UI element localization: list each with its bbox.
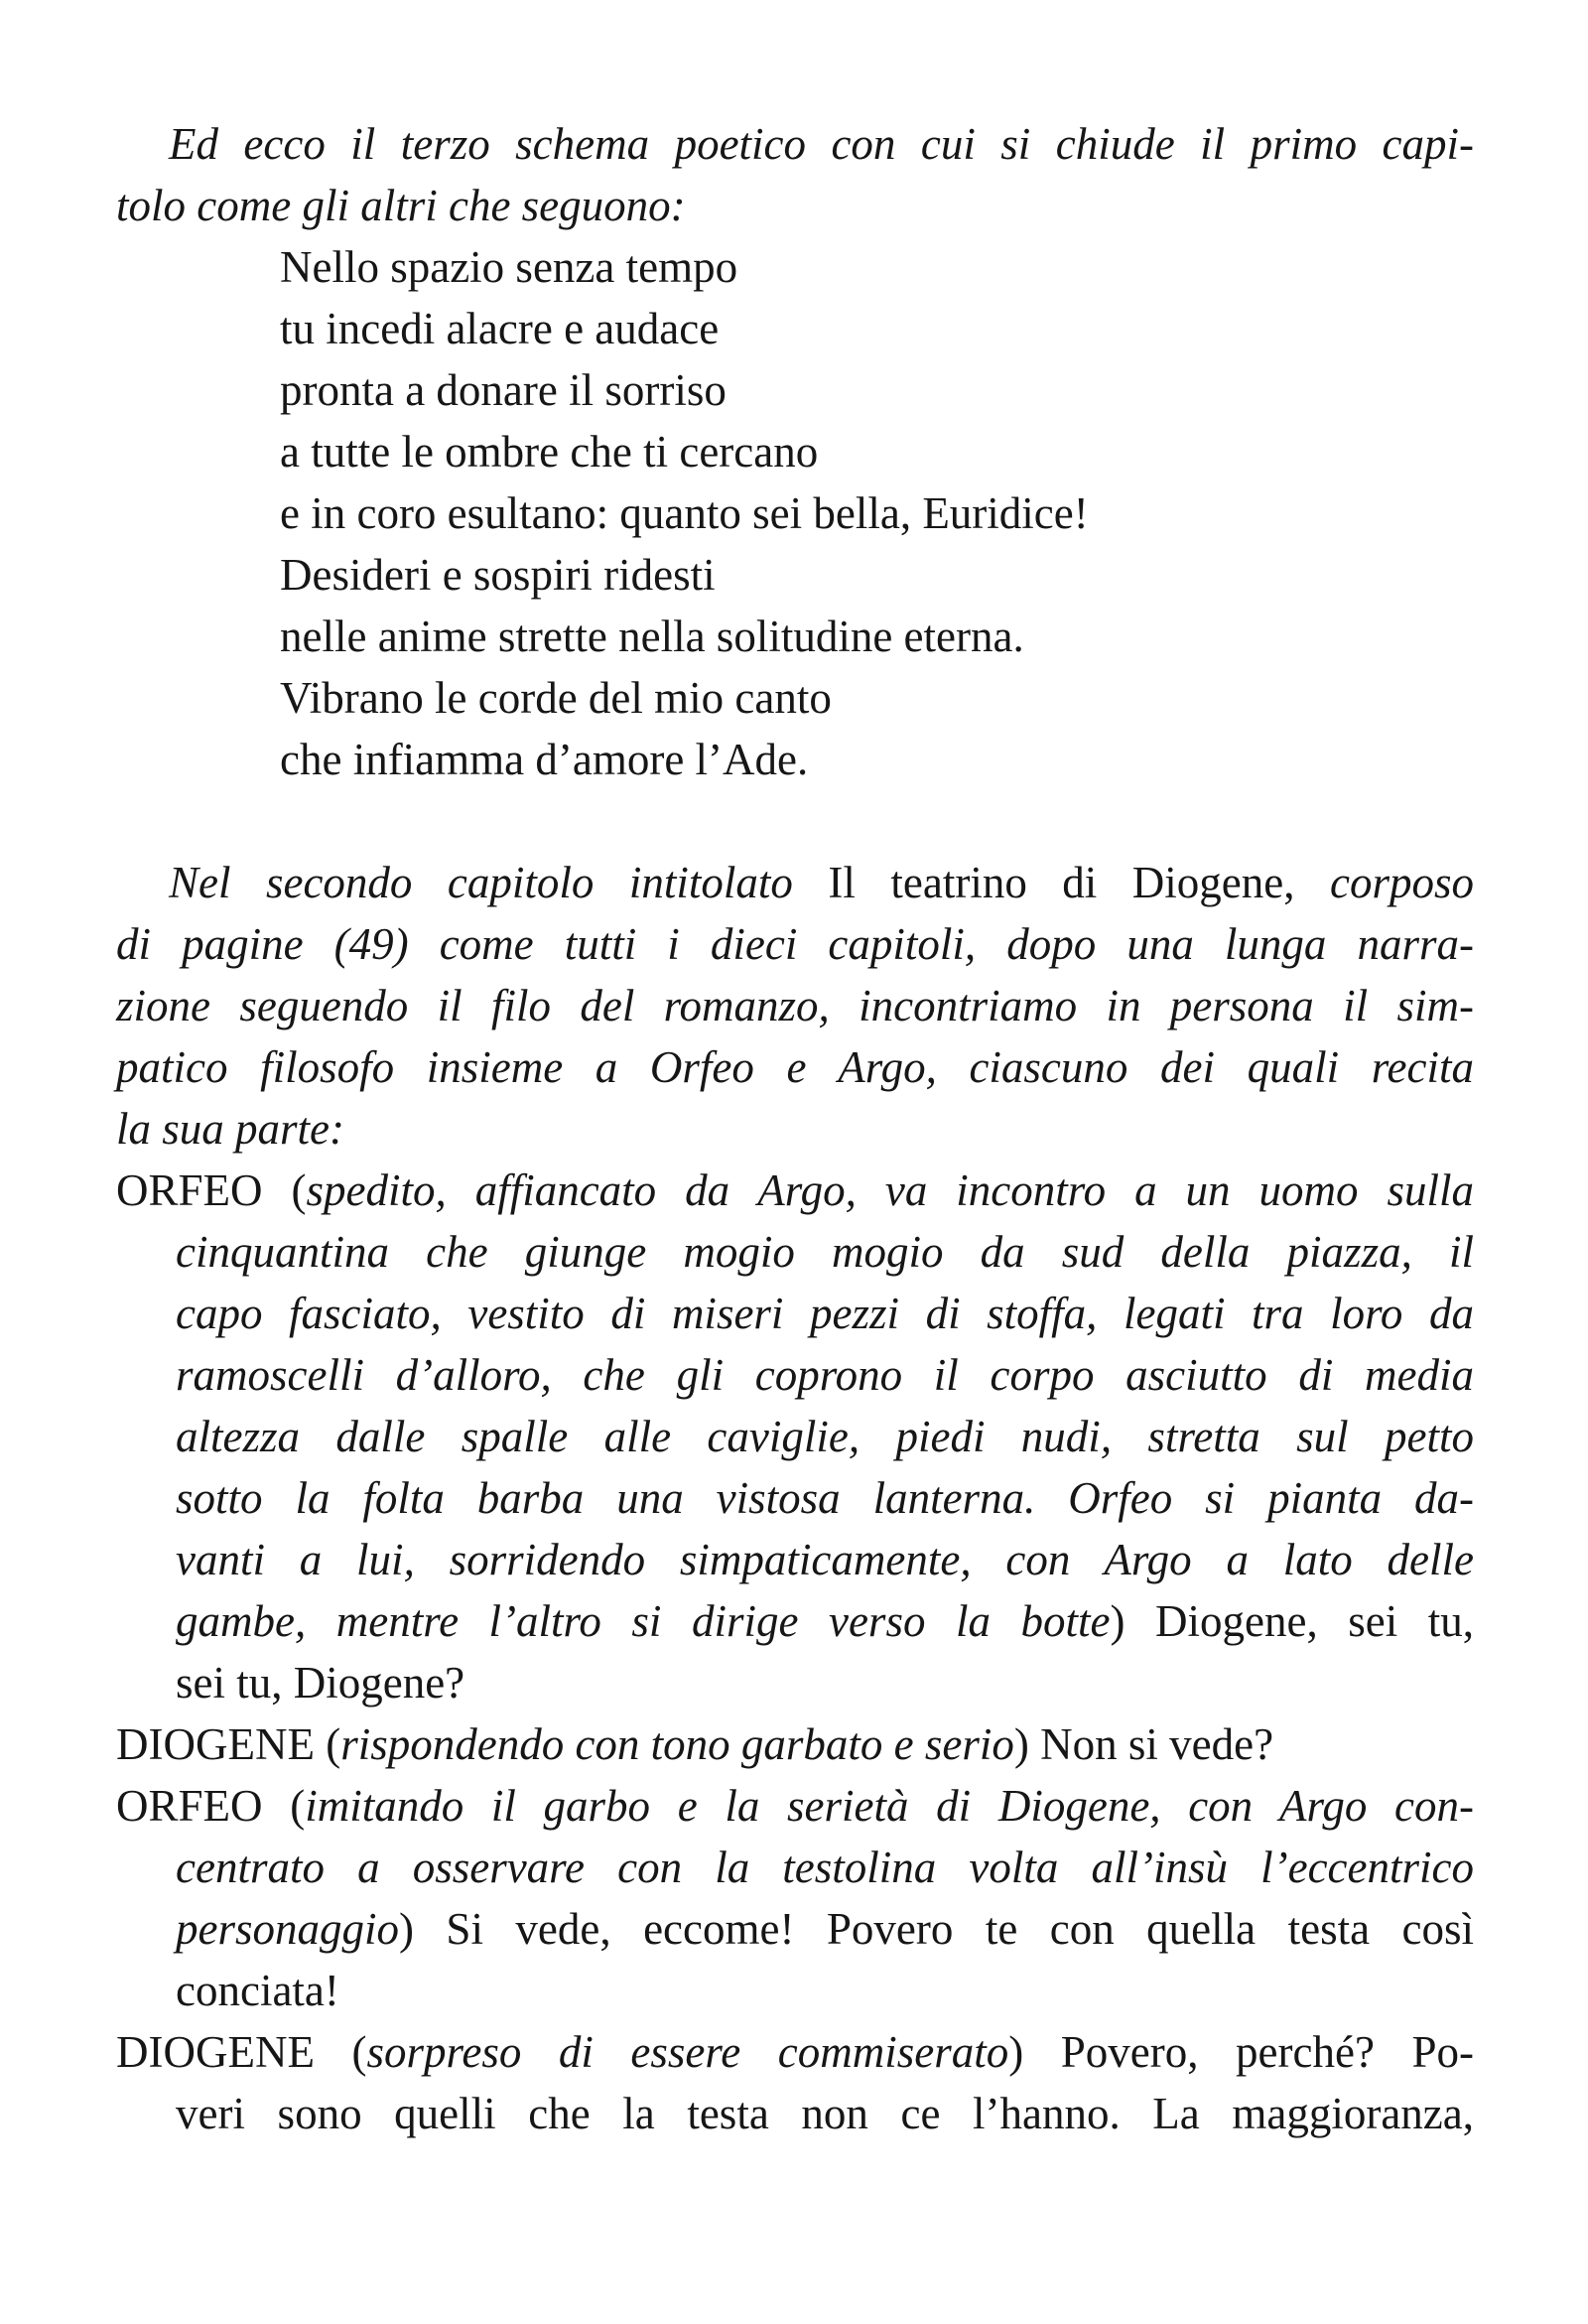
text-line bbox=[116, 1590, 1474, 1652]
italic-text: sorpreso di essere commiserato bbox=[366, 2027, 1009, 2077]
italic-text: corposo bbox=[1294, 858, 1474, 907]
roman-text: sei tu, Diogene? bbox=[176, 1658, 465, 1708]
text-line bbox=[116, 1036, 1474, 1098]
dialogue-orfeo-1 bbox=[116, 1160, 1474, 1713]
italic-text: centrato a osservare con la testolina volta all’insù l’eccentrico bbox=[176, 1843, 1474, 1892]
text-line bbox=[116, 2021, 1474, 2083]
italic-text: imitando il garbo e la serietà di Diogene, con Argo con- bbox=[305, 1781, 1474, 1831]
italic-text: rispondendo con tono garbato e serio bbox=[340, 1719, 1014, 1769]
text-line bbox=[116, 1713, 1474, 1775]
second-chapter-paragraph bbox=[116, 852, 1474, 1160]
roman-text: Il teatrino di Diogene, bbox=[828, 858, 1295, 907]
text-line bbox=[116, 913, 1474, 975]
text-line bbox=[116, 1344, 1474, 1406]
italic-text: la sua parte: bbox=[116, 1104, 344, 1154]
text-line bbox=[116, 1960, 1474, 2021]
roman-text: veri sono quelli che la testa non ce l’hanno. La maggioranza, bbox=[176, 2089, 1474, 2138]
italic-text: di pagine (49) come tutti i dieci capitoli, dopo una lunga narra- bbox=[116, 919, 1474, 969]
roman-text: Vibrano le corde del mio canto bbox=[280, 673, 832, 723]
italic-text: altezza dalle spalle alle caviglie, piedi nudi, stretta sul petto bbox=[176, 1412, 1474, 1461]
roman-text: ) Povero, perché? Po- bbox=[1008, 2027, 1474, 2077]
text-line bbox=[116, 1160, 1474, 1221]
roman-text: DIOGENE ( bbox=[116, 2027, 367, 2077]
italic-text: gambe, mentre l’altro si dirige verso la botte bbox=[176, 1596, 1111, 1646]
roman-text: Nello spazio senza tempo bbox=[280, 242, 738, 292]
text-line bbox=[116, 113, 1474, 175]
text-line bbox=[116, 1529, 1474, 1590]
roman-text: tu incedi alacre e audace bbox=[280, 304, 720, 353]
dialogue-diogene-2 bbox=[116, 2021, 1474, 2144]
italic-text: sotto la folta barba una vistosa lanterna. Orfeo si pianta da- bbox=[176, 1473, 1474, 1523]
text-line bbox=[116, 1837, 1474, 1898]
italic-text: capo fasciato, vestito di miseri pezzi di stoffa, legati tra loro da bbox=[176, 1289, 1474, 1338]
roman-text: ) Diogene, sei tu, bbox=[1110, 1596, 1475, 1646]
italic-text: zione seguendo il filo del romanzo, incontriamo in persona il sim- bbox=[116, 981, 1474, 1030]
text-line bbox=[116, 1652, 1474, 1713]
text-line bbox=[116, 236, 1474, 298]
italic-text: spedito, affiancato da Argo, va incontro a un uomo sulla bbox=[306, 1165, 1474, 1215]
text-line bbox=[116, 482, 1474, 544]
intro-paragraph bbox=[116, 113, 1474, 236]
roman-text: ) Non si vede? bbox=[1013, 1719, 1274, 1769]
roman-text: DIOGENE ( bbox=[116, 1719, 341, 1769]
roman-text: ) Si vede, eccome! Povero te con quella testa così bbox=[399, 1904, 1474, 1954]
italic-text: Ed ecco il terzo schema poetico con cui si chiude il primo capi- bbox=[169, 119, 1474, 169]
italic-text: Nel secondo capitolo intitolato bbox=[169, 858, 829, 907]
text-line bbox=[116, 1775, 1474, 1837]
text-line bbox=[116, 1467, 1474, 1529]
roman-text: conciata! bbox=[176, 1966, 339, 2015]
text-line bbox=[116, 729, 1474, 790]
dialogue-diogene-1 bbox=[116, 1713, 1474, 1775]
italic-text: vanti a lui, sorridendo simpaticamente, con Argo a lato delle bbox=[176, 1535, 1474, 1584]
italic-text: patico filosofo insieme a Orfeo e Argo, ciascuno dei quali recita bbox=[116, 1042, 1474, 1092]
italic-text: personaggio bbox=[176, 1904, 399, 1954]
text-line bbox=[116, 1283, 1474, 1344]
poem-terzo-schema bbox=[116, 236, 1474, 790]
roman-text: che infiamma d’amore l’Ade. bbox=[280, 735, 809, 784]
roman-text: pronta a donare il sorriso bbox=[280, 365, 727, 415]
text-line bbox=[116, 298, 1474, 359]
text-line bbox=[116, 606, 1474, 667]
roman-text: ORFEO ( bbox=[116, 1781, 306, 1831]
text-line bbox=[116, 1406, 1474, 1467]
roman-text: a tutte le ombre che ti cercano bbox=[280, 427, 819, 477]
text-line bbox=[116, 544, 1474, 606]
italic-text: ramoscelli d’alloro, che gli coprono il corpo asciutto di media bbox=[176, 1350, 1474, 1400]
text-line bbox=[116, 175, 1474, 236]
text-line bbox=[116, 421, 1474, 482]
text-line bbox=[116, 1098, 1474, 1160]
text-line bbox=[116, 1898, 1474, 1960]
blank-line bbox=[116, 790, 1474, 852]
dialogue-orfeo-2 bbox=[116, 1775, 1474, 2021]
text-line bbox=[116, 852, 1474, 913]
italic-text: tolo come gli altri che seguono: bbox=[116, 181, 686, 230]
text-line bbox=[116, 359, 1474, 421]
text-line bbox=[116, 975, 1474, 1036]
roman-text: nelle anime strette nella solitudine eterna. bbox=[280, 612, 1024, 661]
text-line bbox=[116, 667, 1474, 729]
roman-text: ORFEO ( bbox=[116, 1165, 307, 1215]
italic-text: cinquantina che giunge mogio mogio da sud della piazza, il bbox=[176, 1227, 1474, 1277]
page-text bbox=[116, 113, 1474, 2144]
roman-text: Desideri e sospiri ridesti bbox=[280, 550, 716, 600]
text-line bbox=[116, 2083, 1474, 2144]
roman-text: e in coro esultano: quanto sei bella, Euridice! bbox=[280, 488, 1089, 538]
text-line bbox=[116, 1221, 1474, 1283]
